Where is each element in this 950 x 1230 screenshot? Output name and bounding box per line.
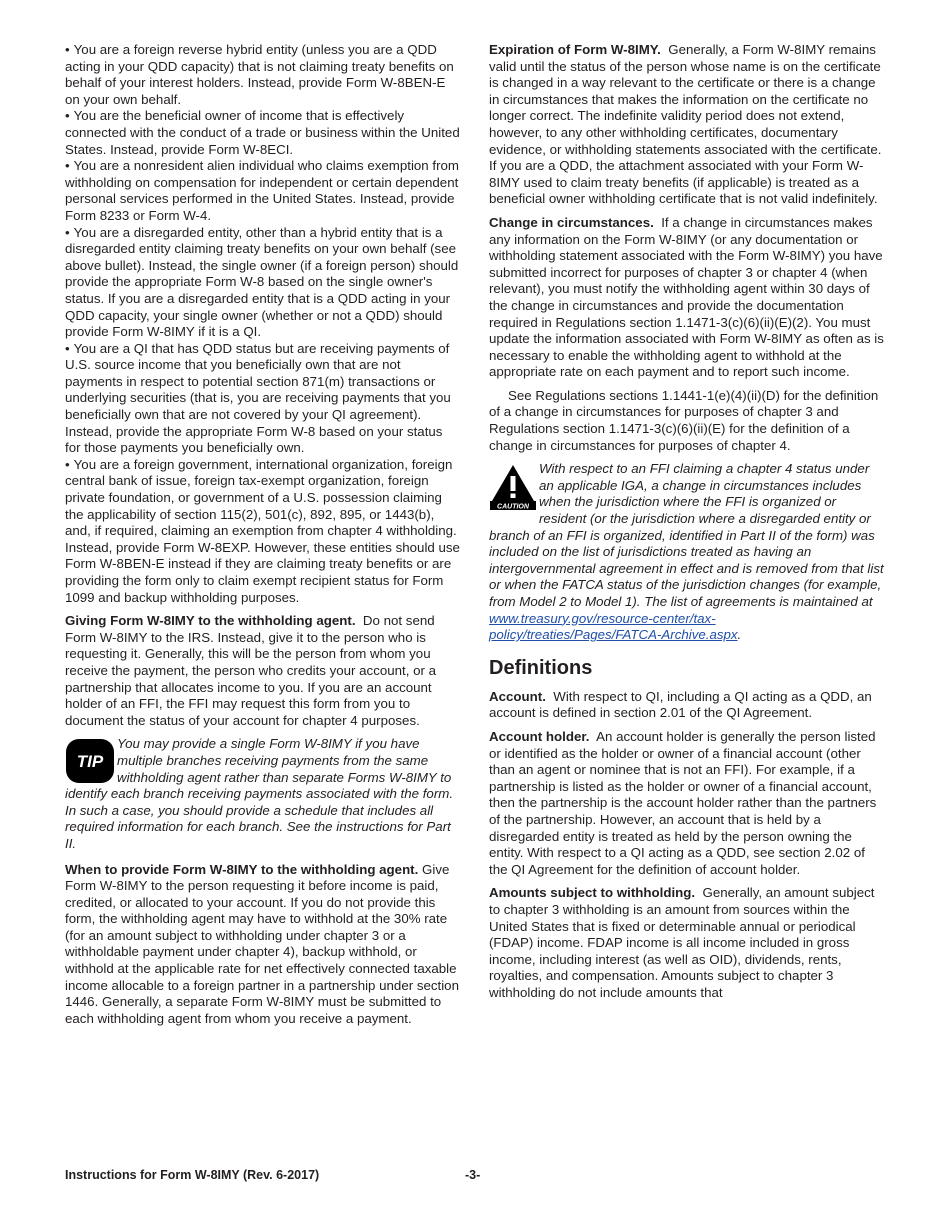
list-item: • You are a QI that has QDD status but are receiving payments of U.S. source income that you beneficially own that are not payments in respect to potential section 871(m) transactions or underlying securities (that is, you are receiving payments that you beneficially own that are not covered by your QI agreement). Instead, provide the appropriate Form W-8 based on your status for those payments you beneficially own. [65, 340, 451, 456]
bullet-icon: • [65, 224, 70, 240]
run-in-heading: Account holder. [489, 728, 590, 744]
list-item: • You are a foreign government, international organization, foreign central bank of issue, foreign tax-exempt organization, foreign private foundation, or government of a U.S. possession claiming the applicability of section 115(2), 501(c), 892, 895, or 1443(b), and, if required, claiming an exemption from chapter 4 withholding. Instead, provide Form W-8EXP. However, these entities should use Form W-8BEN-E instead if they are claiming treaty benefits or are providing the form only to claim exempt recipient status for Form 1099 and backup withholding purposes. [65, 456, 460, 605]
run-in-heading: Change in circumstances. [489, 214, 654, 230]
list-item: • You are a nonresident alien individual who claims exemption from withholding on compensation for independent or certain dependent personal services performed in the United States. Instead, provide Form 8233 or Form W-4. [65, 158, 459, 223]
list-item: • You are a foreign reverse hybrid entity (unless you are a QDD acting in your QDD capacity) that is not claiming treaty benefits on behalf of your interest holders. Instead, provide Form W-8BEN-E on your own behalf. [65, 42, 454, 107]
tip-note: TIP You may provide a single Form W-8IMY if you have multiple branches receiving payments from the same withholding agent rather than separate Forms W-8IMY to identify each branch receiving payments associated with the form. In such a case, you should provide a schedule that includes all required information for each branch. See the instructions for Part II. [65, 736, 454, 851]
exception-bullet-list [65, 42, 461, 606]
bullet-icon: • [65, 456, 70, 472]
when-to-provide-paragraph: When to provide Form W-8IMY to the withholding agent. Give Form W-8IMY to the person requesting it before income is paid, credited, or allocated to your account. If you do not provide this form, the withholding agent may have to withhold at the 30% rate (for an amount subject to withholding under chapter 3 or a withholdable payment under chapter 4), backup withhold, or withhold at the applicable rate for net effectively connected taxable income allocable to a foreign partner in a partnership under section 1446. Generally, a separate Form W-8IMY must be submitted to each withholding agent from whom you receive a payment. [65, 861, 459, 1026]
bullet-icon: • [65, 158, 70, 174]
giving-form-paragraph: Giving Form W-8IMY to the withholding agent. Do not send Form W-8IMY to the IRS. Instead, give it to the person who is requesting it. Generally, this will be the person from whom you receive the payment, the person who credits your account, or a partnership that allocates income to you. If you are an account holder of an FFI, the FFI may request this form from you to document the status of your account for chapter 4 purposes. [65, 613, 437, 728]
expiration-paragraph: Expiration of Form W-8IMY. Generally, a Form W-8IMY remains valid until the status of the person whose name is on the certificate is changed in a way relevant to the certificate or there is a change in circumstances that makes the information on the certificate no longer correct. The indefinite validity period does not extend, however, to any other withholding certificates, documentary evidence, or withholding statements associated with the certificate. If you are a QDD, the attachment associated with your Form W-8IMY used to claim treaty benefits (if applicable) is treated as a beneficial owner withholding certificate that is not valid indefinitely. [489, 42, 882, 207]
footer-title: Instructions for Form W-8IMY (Rev. 6-2017) [65, 1168, 320, 1182]
run-in-heading: When to provide Form W-8IMY to the withholding agent. [65, 861, 419, 877]
run-in-heading: Expiration of Form W-8IMY. [489, 42, 661, 57]
account-definition: Account. With respect to QI, including a QI acting as a QDD, an account is defined in section 2.01 of the QI Agreement. [489, 688, 872, 721]
tip-icon [65, 738, 115, 784]
caution-icon [489, 463, 537, 511]
page-number: -3- [465, 1168, 481, 1182]
bullet-icon: • [65, 42, 70, 57]
definitions-heading: Definitions [489, 656, 593, 679]
tip-label: TIP [76, 752, 104, 772]
run-in-heading: Account. [489, 688, 546, 704]
change-in-circumstances-paragraph: Change in circumstances. If a change in circumstances makes any information on the Form W-8IMY (or any documentation or withholding statement associated with the Form W-8IMY) you have submitted incorrect for purposes of chapter 3 or chapter 4 (when relevant), you must notify the withholding agent within 30 days of the change in circumstances and provide the documentation required in Regulations section 1.1471-3(c)(6)(ii)(E)(2). You must update the information associated with Form W-8IMY as often as is necessary to enable the withholding agent to withhold at the appropriate rate on each payment and to report such income. [489, 214, 884, 380]
fatca-archive-link[interactable]: www.treasury.gov/resource-center/tax-policy/treaties/Pages/FATCA-Archive.aspx [489, 610, 738, 643]
bullet-icon: • [65, 108, 70, 124]
see-regulations-paragraph: See Regulations sections 1.1441-1(e)(4)(ii)(D) for the definition of a change in circumstances for purposes of chapter 3 and Regulations section 1.1471-3(c)(6)(ii)(E) for the definition of a change in circumstances for purposes of chapter 4. [489, 387, 879, 453]
right-column [489, 42, 885, 1008]
amounts-subject-definition: Amounts subject to withholding. Generally, an amount subject to chapter 3 withholding is an amount from sources within the United States that is fixed or determinable annual or periodical (FDAP) income. FDAP income is all income included in gross income, including interest (as well as OID), dividends, rents, royalties, and compensation. Amounts subject to chapter 3 withholding do not include amounts that [489, 885, 875, 1000]
caution-label: CAUTION [497, 503, 529, 511]
account-holder-definition: Account holder. An account holder is generally the person listed or identified as the holder or owner of a financial account (other than an agent or nominee that is not an FFI). For example, if a partnership is listed as the holder or owner of a financial account, then the partnership is the account holder rather than the partners of the partnership. However, an account that is held by a disregarded entity is treated as held by the person owning the entity. With respect to a QI acting as a QDD, see section 2.02 of the QI Agreement for the definition of account holder. [489, 728, 877, 877]
run-in-heading: Giving Form W-8IMY to the withholding agent. [65, 613, 356, 629]
run-in-heading: Amounts subject to withholding. [489, 885, 696, 901]
list-item: • You are the beneficial owner of income that is effectively connected with the conduct of a trade or business within the United States. Instead, provide Form W-8ECI. [65, 108, 460, 157]
page-footer [65, 1168, 885, 1186]
caution-note: CAUTION With respect to an FFI claiming a chapter 4 status under an applicable IGA, a change in circumstances includes when the jurisdiction where the FFI is organized or resident (or the jurisdiction where a disregarded entity or branch of an FFI is organized, identified in Part II of the form) was included on the list of jurisdictions treated as having an intergovernmental agreement in effect and is removed from that list or when the FATCA status of the jurisdiction changes (for example, from Model 2 to Model 1). The list of agreements is maintained at www.treasury.gov/resource-center/tax-policy/treaties/Pages/FATCA-Archive.aspx. [489, 461, 884, 643]
bullet-icon: • [65, 340, 70, 356]
list-item: • You are a disregarded entity, other than a hybrid entity that is a disregarded entity claiming treaty benefits on your own behalf (see above bullet). Instead, the single owner (if a foreign person) should provide the appropriate Form W-8 based on the single owner's status. If you are a disregarded entity that is a QDD acting in your QDD capacity, your single owner (whether or not a QDD) should provide Form W-8IMY if it is a QI. [65, 224, 459, 340]
left-column [65, 42, 461, 1034]
